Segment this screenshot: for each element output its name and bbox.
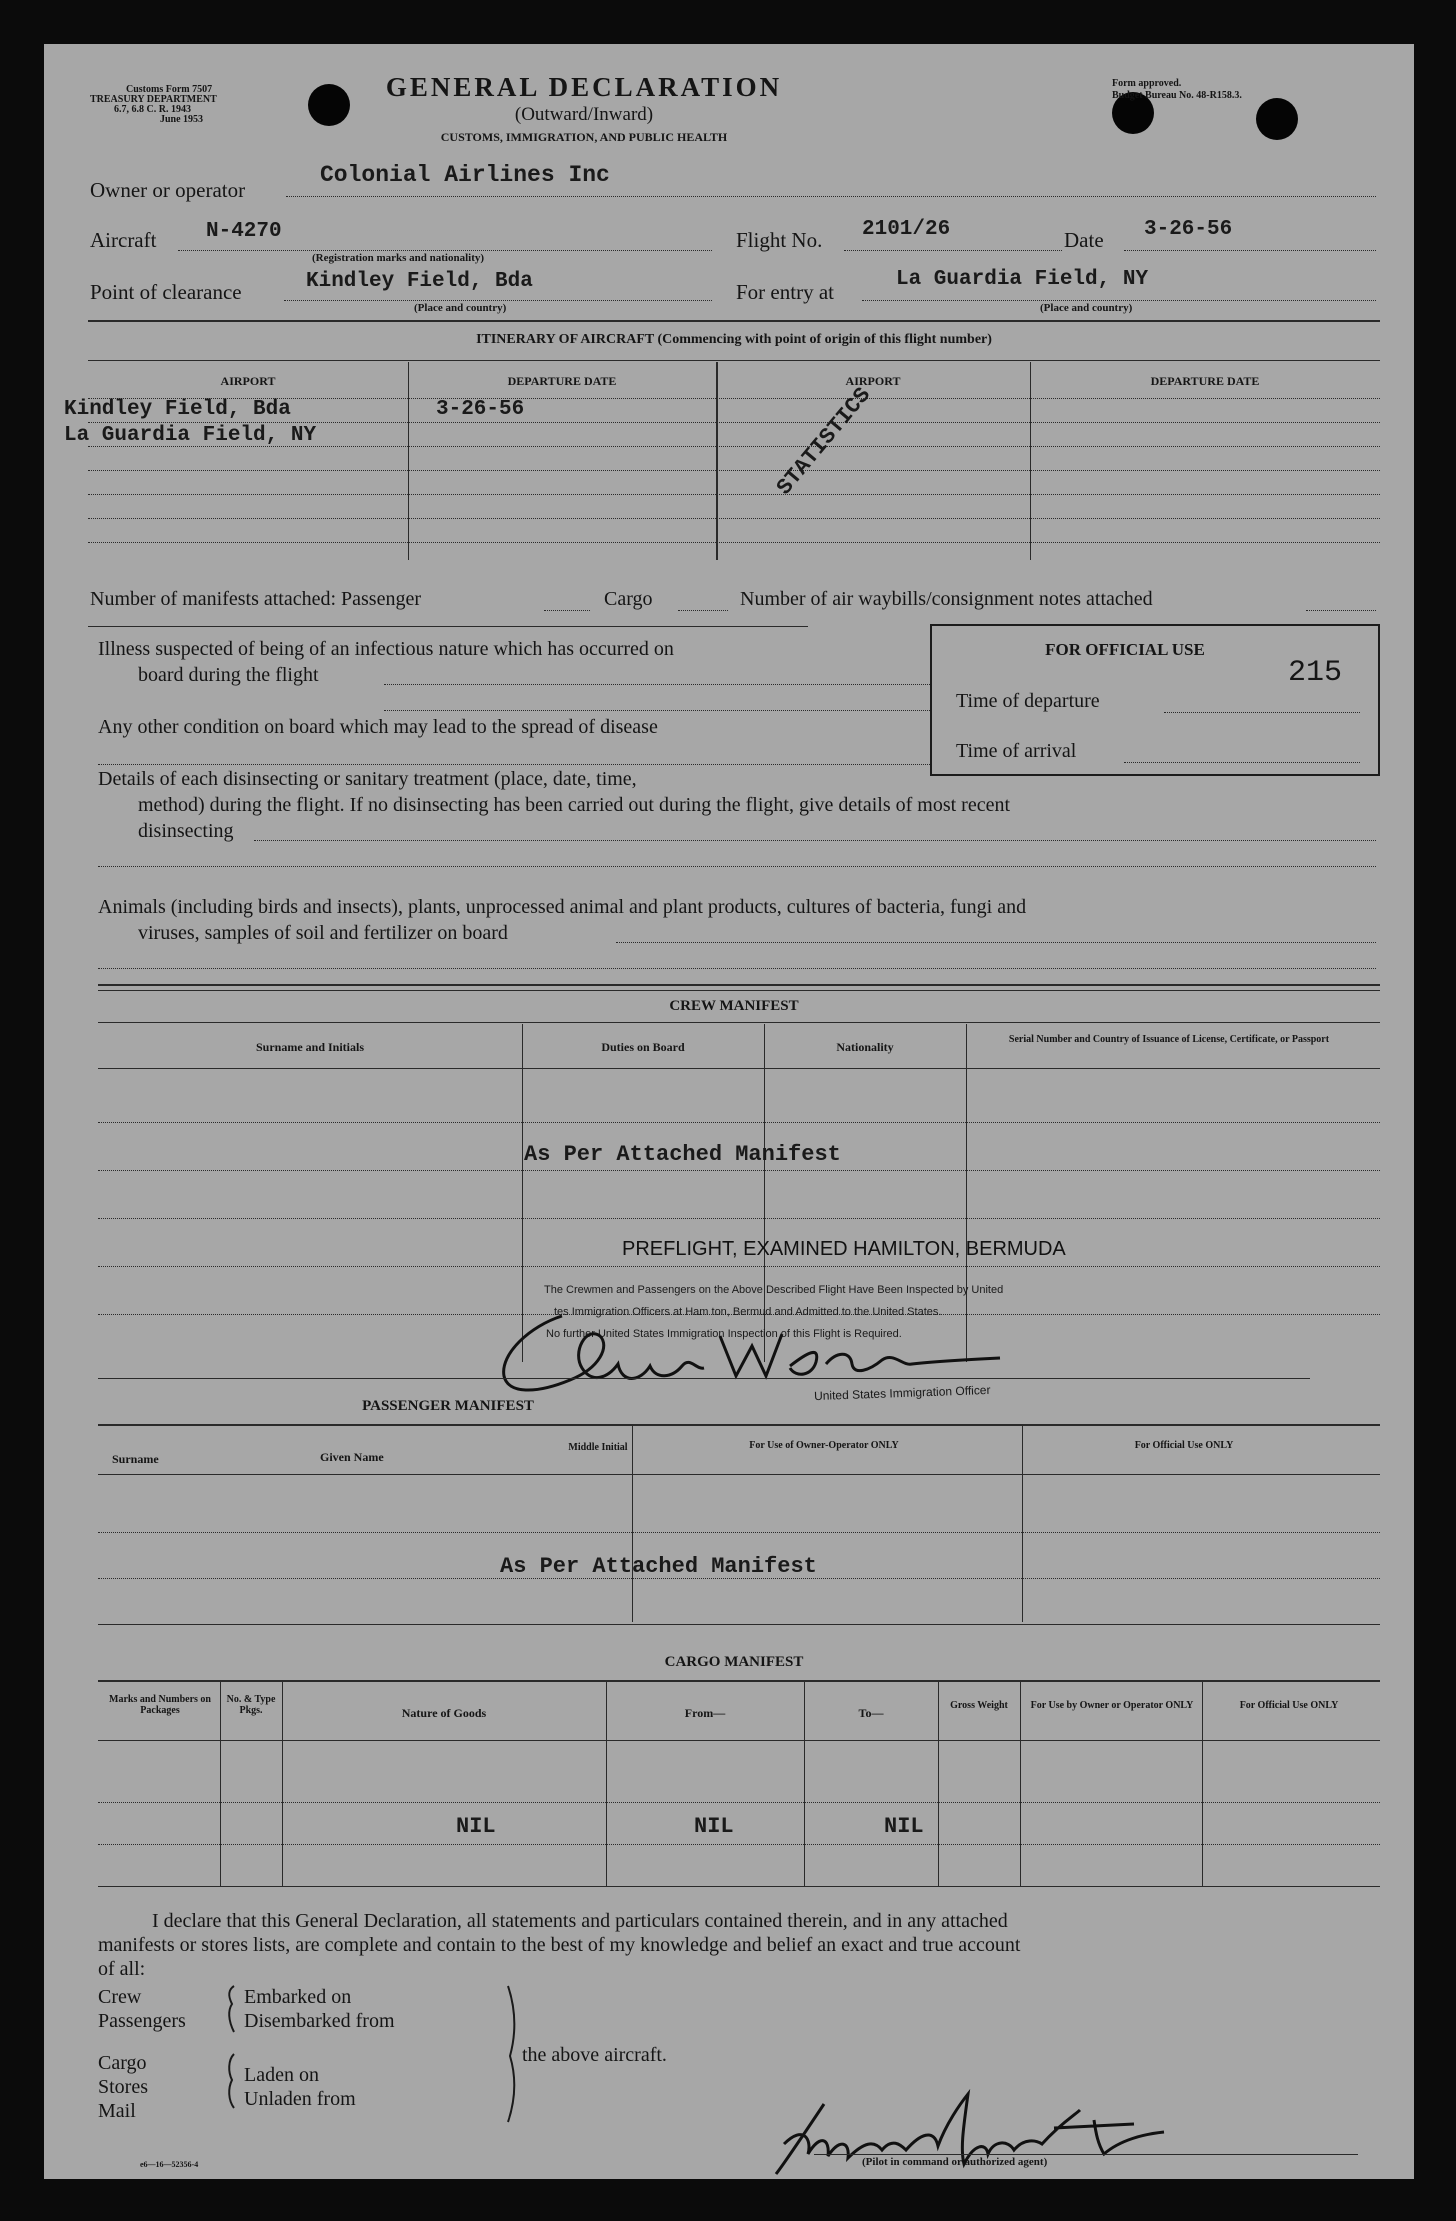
regulation-ref: 6.7, 6.8 C. R. 1943 (114, 104, 191, 115)
cargo-col-to: To— (858, 1706, 884, 1720)
form-agencies: CUSTOMS, IMMIGRATION, AND PUBLIC HEALTH (440, 130, 728, 144)
passenger-col-official: For Official Use ONLY (1134, 1440, 1234, 1451)
animals-label: Animals (including birds and insects), plants, unprocessed animal and plant products, cultures of bacteria, fungi and (98, 896, 1027, 918)
official-use-title: FOR OFFICIAL USE (1045, 640, 1205, 659)
decl-above-aircraft: the above aircraft. (522, 2044, 667, 2066)
form-number: Customs Form 7507 (126, 84, 213, 95)
other-condition-label: Any other condition on board which may lead to the spread of disease (98, 716, 658, 738)
cargo-manifest-title: CARGO MANIFEST (664, 1654, 804, 1670)
itin-col-departure-2: DEPARTURE DATE (1150, 374, 1260, 388)
manifests-cargo-label: Cargo (604, 588, 653, 610)
entry-value: La Guardia Field, NY (896, 268, 1149, 291)
owner-value: Colonial Airlines Inc (320, 162, 610, 188)
time-departure-label: Time of departure (956, 690, 1100, 712)
itinerary-title: ITINERARY OF AIRCRAFT (Commencing with point of origin of this flight number) (476, 332, 992, 347)
cargo-col-owner: For Use by Owner or Operator ONLY (1030, 1700, 1194, 1711)
flight-value: 2101/26 (862, 218, 951, 241)
clearance-note: (Place and country) (414, 302, 507, 314)
cargo-col-pkgs: No. & Type Pkgs. (226, 1694, 276, 1716)
entry-note: (Place and country) (1040, 302, 1133, 314)
manifests-passenger-label: Number of manifests attached: Passenger (90, 588, 422, 610)
clearance-label: Point of clearance (90, 280, 242, 304)
passenger-col-middle: Middle Initial (568, 1442, 628, 1453)
crew-col-serial: Serial Number and Country of Issuance of License, Certificate, or Passport (1008, 1034, 1330, 1045)
cargo-to-value: NIL (884, 1814, 924, 1839)
decl-stores: Stores (98, 2076, 148, 2098)
illness-label-2: board during the flight (138, 664, 319, 686)
aircraft-value: N-4270 (206, 220, 282, 243)
itin-col-airport-2: AIRPORT (845, 374, 901, 388)
itin-row2-airport: La Guardia Field, NY (64, 424, 317, 447)
official-number: 215 (1288, 656, 1343, 690)
cargo-col-from: From— (684, 1706, 726, 1720)
cargo-nature-value: NIL (456, 1814, 496, 1839)
cargo-col-official: For Official Use ONLY (1239, 1700, 1339, 1711)
entry-label: For entry at (736, 280, 834, 304)
cargo-col-goods: Nature of Goods (401, 1706, 487, 1720)
cargo-from-value: NIL (694, 1814, 734, 1839)
preflight-stamp-line1: The Crewmen and Passengers on the Above Described Flight Have Been Inspected by United (544, 1284, 1004, 1296)
waybills-label: Number of air waybills/consignment notes attached (740, 588, 1153, 610)
decl-cargo: Cargo (98, 2052, 147, 2074)
revision-date: June 1953 (160, 114, 204, 125)
decl-embarked: Embarked on (244, 1986, 352, 2008)
crew-manifest-title: CREW MANIFEST (669, 998, 799, 1014)
declaration-text-1: I declare that this General Declaration, all statements and particulars contained therein, and in any attached (152, 1910, 1008, 1932)
flight-label: Flight No. (736, 228, 823, 252)
decl-crew: Crew (98, 1986, 142, 2008)
preflight-stamp-title: PREFLIGHT, EXAMINED HAMILTON, BERMUDA (622, 1238, 1066, 1260)
form-approval: Form approved. (1112, 78, 1182, 89)
budget-bureau: Budget Bureau No. 48-R158.3. (1112, 90, 1242, 101)
crew-col-nationality: Nationality (836, 1040, 894, 1054)
print-code: e6—16—52356-4 (140, 2160, 199, 2169)
punch-hole (308, 84, 350, 126)
statistics-stamp: STATISTICS (772, 382, 877, 501)
cargo-col-marks: Marks and Numbers on Packages (109, 1694, 211, 1716)
decl-laden: Laden on (244, 2064, 319, 2086)
declaration-brackets (224, 1980, 524, 2130)
preflight-stamp-line3: No further United States Immigration Inspection of this Flight is Required. (546, 1328, 902, 1340)
form-subtitle: (Outward/Inward) (514, 104, 654, 125)
passenger-col-surname: Surname (112, 1452, 159, 1466)
itin-col-departure: DEPARTURE DATE (507, 374, 617, 388)
aircraft-note: (Registration marks and nationality) (312, 252, 485, 264)
crew-col-surname: Surname and Initials (255, 1040, 365, 1054)
declaration-form (44, 44, 1414, 2179)
immigration-officer-label: United States Immigration Officer (813, 1382, 991, 1404)
itin-row1-date: 3-26-56 (436, 398, 525, 421)
passenger-col-owner: For Use of Owner-Operator ONLY (749, 1440, 899, 1451)
declaration-text-2: manifests or stores lists, are complete and contain to the best of my knowledge and belief an exact and true account (98, 1934, 1021, 1956)
time-arrival-label: Time of arrival (956, 740, 1077, 762)
decl-disembarked: Disembarked from (244, 2010, 395, 2032)
animals-label-2: viruses, samples of soil and fertilizer on board (138, 922, 508, 944)
disinsecting-label: Details of each disinsecting or sanitary treatment (place, date, time, (98, 768, 637, 790)
date-value: 3-26-56 (1144, 218, 1233, 241)
punch-hole (1256, 98, 1298, 140)
decl-passengers: Passengers (98, 2010, 186, 2032)
crew-col-duties: Duties on Board (601, 1040, 685, 1054)
aircraft-label: Aircraft (90, 228, 157, 252)
cargo-col-weight: Gross Weight (950, 1700, 1008, 1711)
decl-unladen: Unladen from (244, 2088, 356, 2110)
disinsecting-label-3: disinsecting (138, 820, 234, 842)
disinsecting-label-2: method) during the flight. If no disinsecting has been carried out during the flight, give details of most recent (138, 794, 1011, 816)
itin-row1-airport: Kindley Field, Bda (64, 398, 291, 421)
passenger-col-given: Given Name (320, 1450, 384, 1464)
passenger-manifest-title: PASSENGER MANIFEST (362, 1398, 534, 1414)
department: TREASURY DEPARTMENT (90, 94, 217, 105)
decl-mail: Mail (98, 2100, 136, 2122)
passenger-value: As Per Attached Manifest (500, 1554, 817, 1579)
preflight-stamp-line2: tes Immigration Officers at Ham ton, Bermud and Admitted to the United States. (554, 1306, 942, 1318)
itin-col-airport: AIRPORT (220, 374, 276, 388)
illness-label: Illness suspected of being of an infectious nature which has occurred on (98, 638, 674, 660)
signature-note: (Pilot in command or authorized agent) (862, 2156, 1048, 2168)
owner-label: Owner or operator (90, 178, 246, 202)
crew-value: As Per Attached Manifest (524, 1142, 841, 1167)
clearance-value: Kindley Field, Bda (306, 270, 533, 293)
form-title: GENERAL DECLARATION (385, 72, 783, 102)
declaration-text-3: of all: (98, 1958, 146, 1980)
date-label: Date (1064, 228, 1104, 252)
